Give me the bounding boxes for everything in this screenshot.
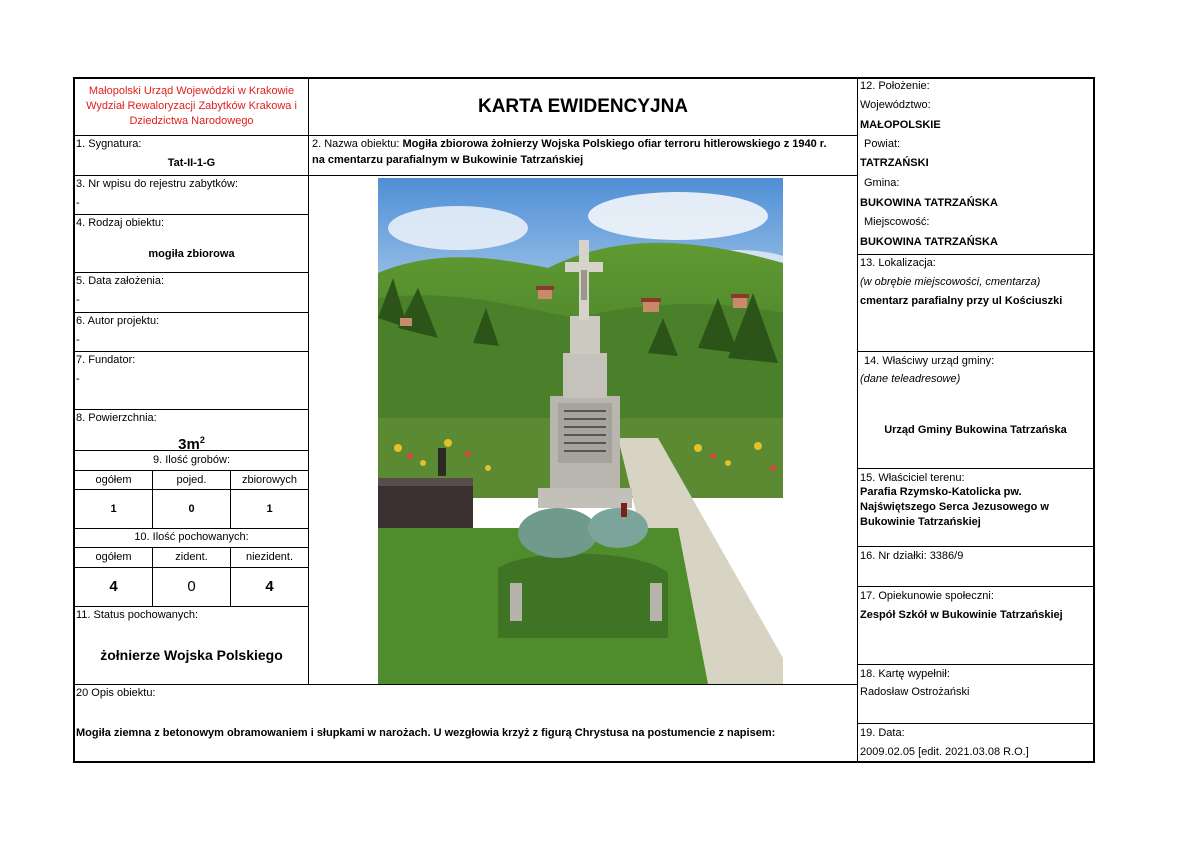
card-title: KARTA EWIDENCYJNA [477,96,689,117]
powierzchnia-value: $3m^2$ [178,435,205,453]
pochowani-value-niezident: 4 [265,578,274,595]
powiat-label: Powiat: [864,138,901,150]
rejestr-label: 3. Nr wpisu do rejestru zabytków: [76,178,239,190]
rodzaj-label: 4. Rodzaj obiektu: [76,217,165,229]
wlasciciel-label: 15. Właściciel terenu: [860,472,965,484]
nazwa-obiektu-line2: na cmentarzu parafialnym w Bukowinie Tatrzańskiej [312,154,584,166]
wojewodztwo-value: MAŁOPOLSKIE [860,119,941,131]
pochowani-header-ogolem: ogółem [95,551,132,563]
fundator-label: 7. Fundator: [76,354,136,366]
groby-header-pojed: pojed. [176,474,207,486]
powierzchnia-label: 8. Powierzchnia: [76,412,157,424]
wypelnil-label: 18. Kartę wypełnił: [860,668,950,680]
groby-header-ogolem: ogółem [95,474,132,486]
status-label: 11. Status pochowanych: [76,609,199,621]
groby-value-ogolem: 1 [110,503,117,515]
miejscowosc-value: BUKOWINA TATRZAŃSKA [860,236,998,248]
fundator-value: - [76,373,80,385]
wlasciciel-line-2: Najświętszego Serca Jezusowego w [860,501,1049,513]
urzad-label: 14. Właściwy urząd gminy: [864,355,995,367]
rodzaj-value: mogiła zbiorowa [148,248,235,260]
wypelnil-value: Radosław Ostrożański [860,686,970,698]
wlasciciel-line-1: Parafia Rzymsko-Katolicka pw. [860,486,1022,498]
groby-value-pojed: 0 [188,503,195,515]
pochowani-header-niezident: niezident. [245,551,294,563]
groby-label: 9. Ilość grobów: [152,454,231,466]
pochowani-header-zident: zident. [175,551,208,563]
institution-line-3: Dziedzictwa Narodowego [129,115,254,127]
polozenie-label: 12. Położenie: [860,80,930,92]
groby-header-zbiorowych: zbiorowych [241,474,298,486]
pochowani-value-ogolem: 4 [109,578,118,595]
urzad-hint: (dane teleadresowe) [860,373,961,385]
opis-label: 20 Opis obiektu: [76,687,156,699]
institution-line-2: Wydział Rewaloryzacji Zabytków Krakowa i [86,100,297,112]
gmina-value: BUKOWINA TATRZAŃSKA [860,197,998,209]
autor-value: - [76,334,80,346]
data-value: 2009.02.05 [edit. 2021.03.08 R.O.] [860,746,1029,758]
pochowani-label: 10. Ilość pochowanych: [134,531,249,543]
opis-value: Mogiła ziemna z betonowym obramowaniem i słupkami w narożach. U wezgłowia krzyż z figurą Chrystusa na postumencie z napisem: [76,727,776,739]
miejscowosc-label: Miejscowość: [864,216,930,228]
nazwa-obiektu: 2. Nazwa obiektu: Mogiła zbiorowa żołnierzy Wojska Polskiego ofiar terroru hitlerowskiego z 1940 r. [312,138,827,150]
sygnatura-value: Tat-II-1-G [167,157,216,169]
opiekun-value: Zespół Szkół w Bukowinie Tatrzańskiej [860,609,1063,621]
dzialka-label: 16. Nr działki: 3386/9 [860,550,964,562]
data-zalozenia-value: - [76,294,80,306]
lokalizacja-label: 13. Lokalizacja: [860,257,936,269]
powiat-value: TATRZAŃSKI [860,157,929,169]
institution-line-1: Małopolski Urząd Wojewódzki w Krakowie [88,85,295,97]
data-label: 19. Data: [860,727,905,739]
data-zalozenia-label: 5. Data założenia: [76,275,165,287]
gmina-label: Gmina: [864,177,900,189]
sygnatura-label: 1. Sygnatura: [76,138,142,150]
opiekun-label: 17. Opiekunowie społeczni: [860,590,994,602]
grave-photo [378,178,783,684]
status-value: żołnierze Wojska Polskiego [100,647,283,663]
lokalizacja-hint: (w obrębie miejscowości, cmentarza) [860,276,1041,288]
wojewodztwo-label: Województwo: [860,99,931,111]
lokalizacja-value: cmentarz parafialny przy ul Kościuszki [860,295,1063,307]
groby-value-zbiorowych: 1 [266,503,273,515]
autor-label: 6. Autor projektu: [76,315,160,327]
wlasciciel-line-3: Bukowinie Tatrzańskiej [860,516,981,528]
urzad-value: Urząd Gminy Bukowina Tatrzańska [884,424,1067,436]
rejestr-value: - [76,197,80,209]
pochowani-value-zident: 0 [187,578,196,595]
